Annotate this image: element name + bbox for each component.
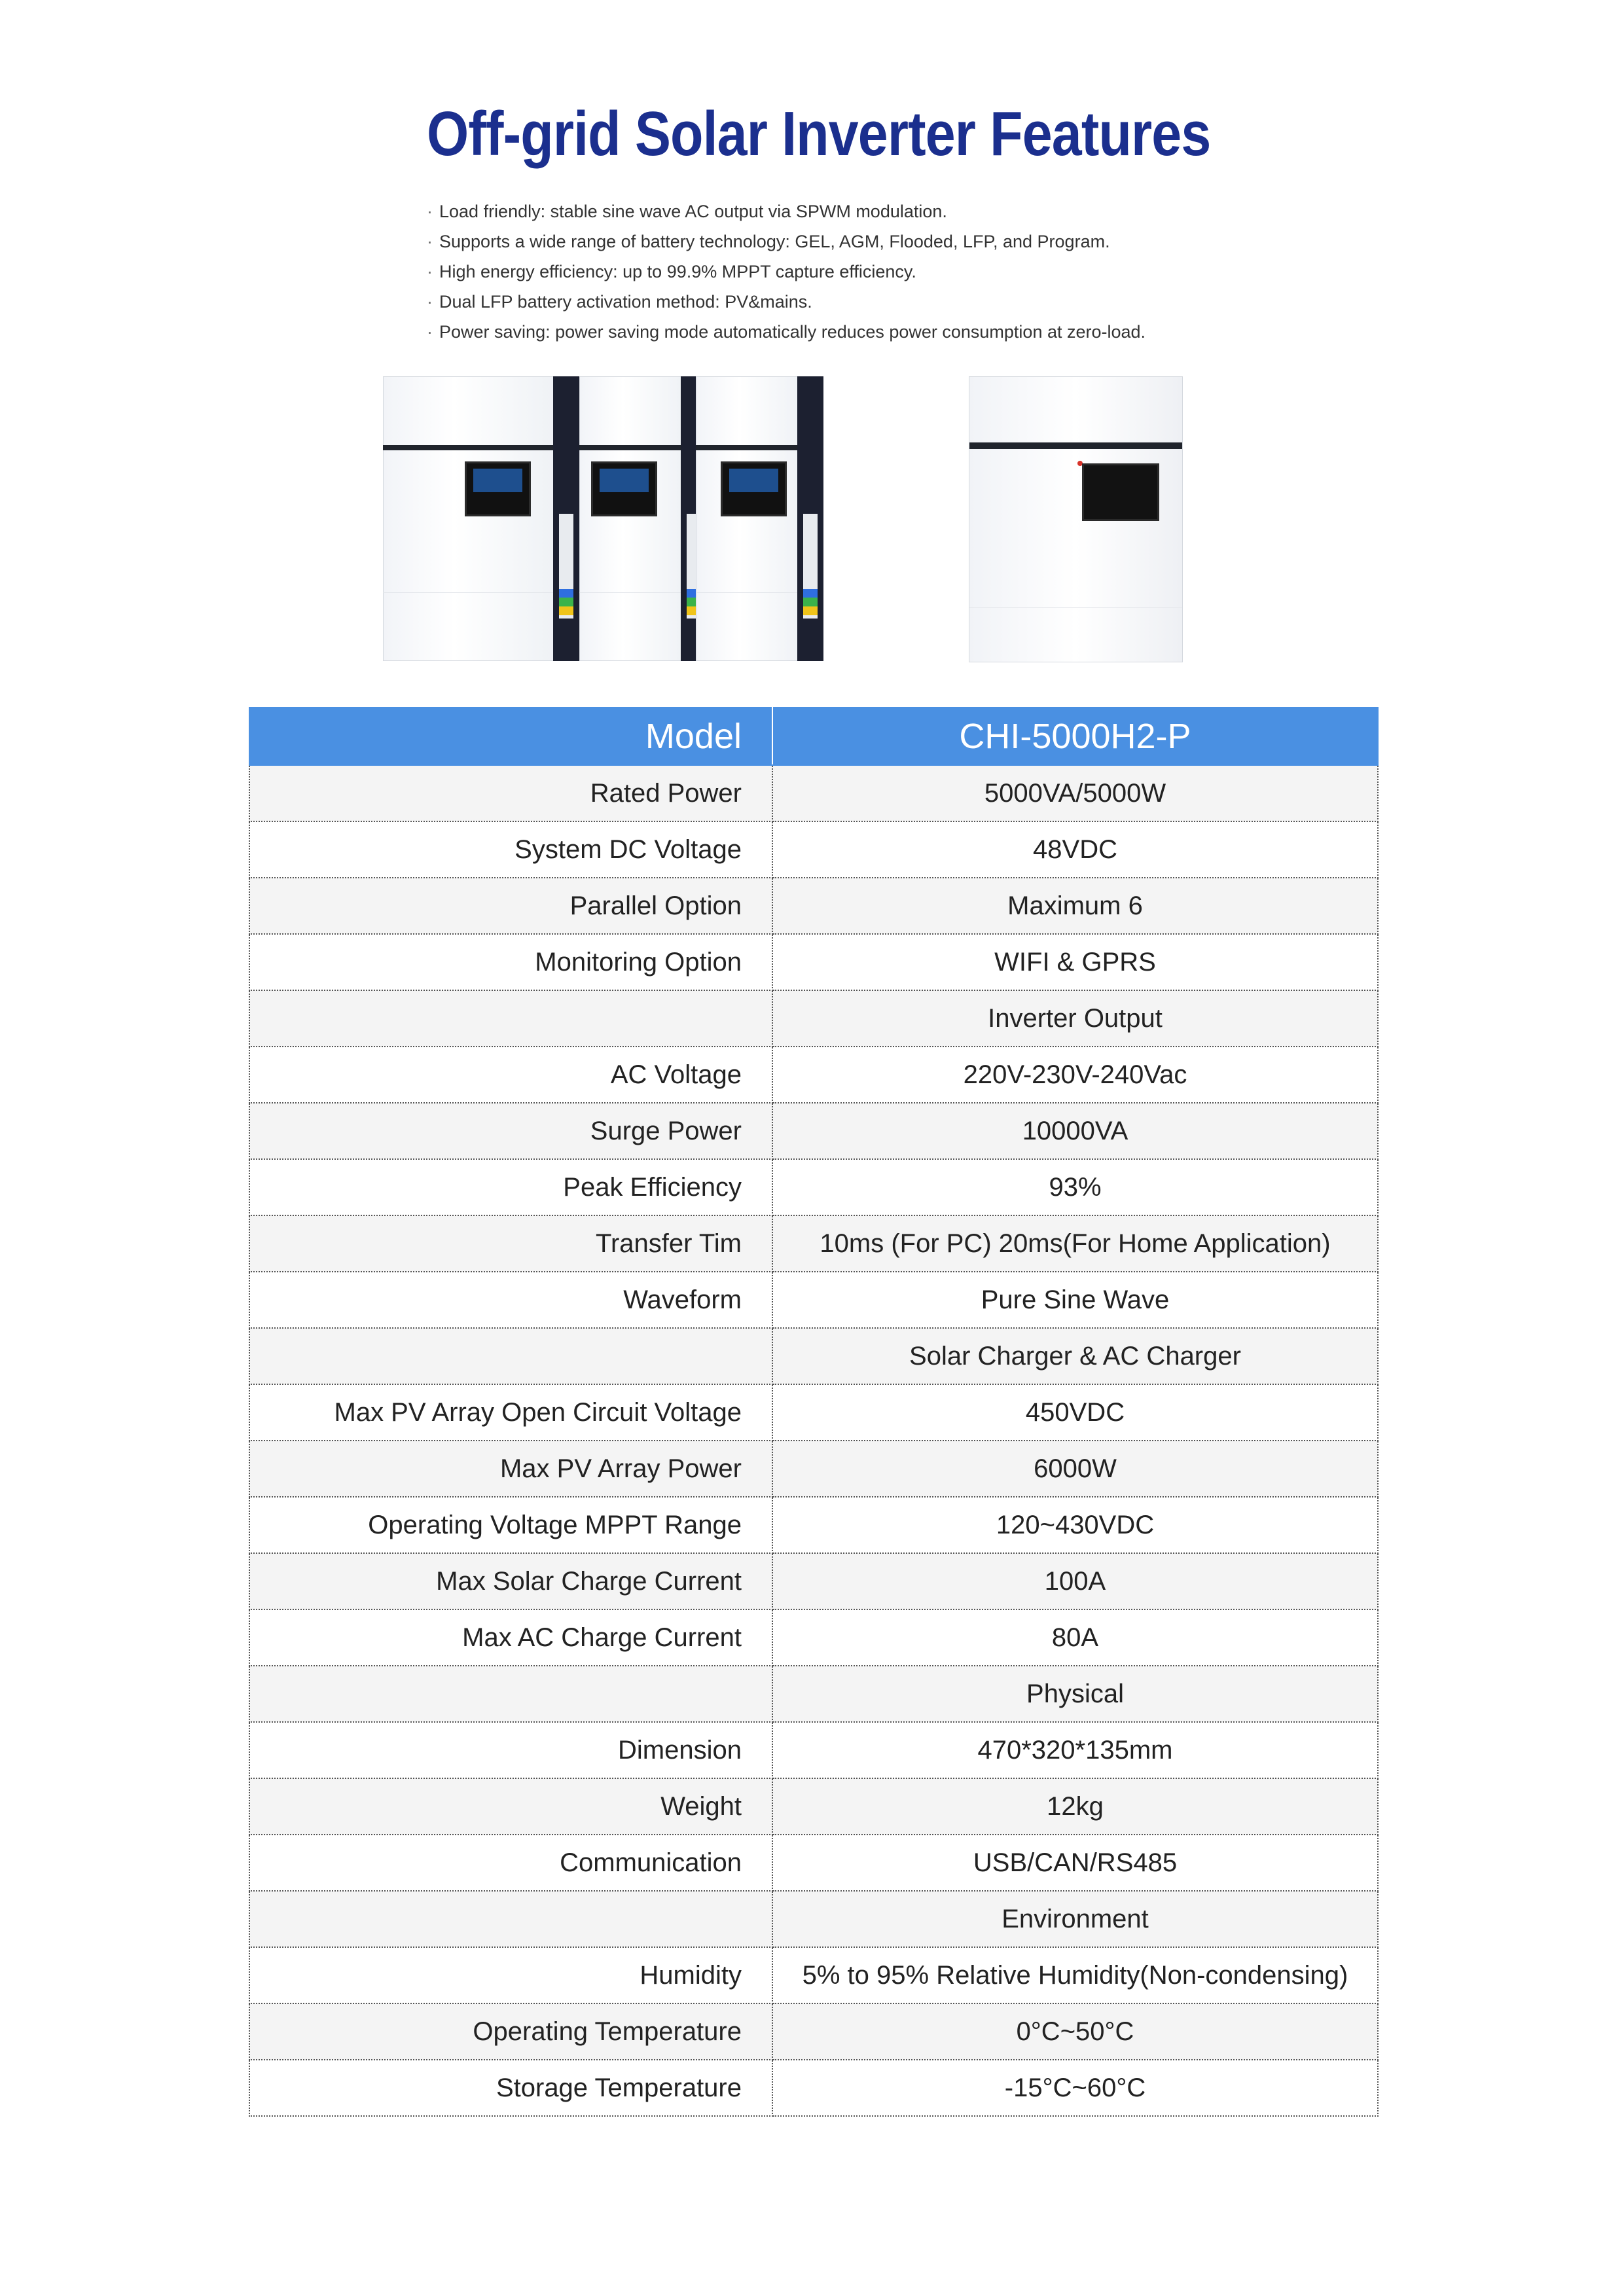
spec-value: 10000VA — [772, 1103, 1378, 1159]
spec-label — [249, 1666, 772, 1722]
table-row — [249, 1328, 1378, 1384]
feature-item — [427, 317, 1343, 347]
spec-value: 0°C~50°C — [772, 2003, 1378, 2060]
table-row — [249, 765, 1378, 821]
table-row — [249, 1159, 1378, 1215]
table-row — [249, 1497, 1378, 1553]
bullet: · — [427, 202, 433, 221]
spec-label: Max Solar Charge Current — [249, 1553, 772, 1609]
table-row — [249, 1891, 1378, 1947]
table-row — [249, 1384, 1378, 1441]
table-row — [249, 1441, 1378, 1497]
spec-value: 5% to 95% Relative Humidity(Non-condensing) — [772, 1947, 1378, 2003]
spec-value: 48VDC — [772, 821, 1378, 878]
spec-label: Weight — [249, 1778, 772, 1835]
table-row — [249, 1047, 1378, 1103]
feature-text: Dual LFP battery activation method: PV&mains. — [439, 292, 812, 312]
feature-item — [427, 226, 1343, 257]
feature-text: High energy efficiency: up to 99.9% MPPT capture efficiency. — [439, 262, 916, 281]
spec-label: Communication — [249, 1835, 772, 1891]
inverter-unit-image — [383, 376, 579, 661]
inverter-unit-image — [579, 376, 707, 661]
spec-label: AC Voltage — [249, 1047, 772, 1103]
bullet: · — [427, 232, 433, 251]
table-row — [249, 1553, 1378, 1609]
spec-value: 93% — [772, 1159, 1378, 1215]
table-row — [249, 878, 1378, 934]
spec-table-body — [249, 765, 1378, 2116]
spec-value: 100A — [772, 1553, 1378, 1609]
table-row — [249, 1103, 1378, 1159]
table-row — [249, 1778, 1378, 1835]
spec-label: Rated Power — [249, 765, 772, 821]
spec-label — [249, 990, 772, 1047]
table-row — [249, 934, 1378, 990]
spec-label — [249, 1891, 772, 1947]
spec-label: Dimension — [249, 1722, 772, 1778]
table-row — [249, 1609, 1378, 1666]
spec-label: Monitoring Option — [249, 934, 772, 990]
spec-value: 220V-230V-240Vac — [772, 1047, 1378, 1103]
feature-item — [427, 287, 1343, 317]
header-model: CHI-5000H2-P — [772, 708, 1378, 765]
spec-label: Transfer Tim — [249, 1215, 772, 1272]
spec-label: Max AC Charge Current — [249, 1609, 772, 1666]
feature-text: Load friendly: stable sine wave AC output via SPWM modulation. — [439, 202, 947, 221]
table-header-row — [249, 708, 1378, 765]
table-row — [249, 990, 1378, 1047]
feature-list — [427, 196, 1343, 347]
spec-value: USB/CAN/RS485 — [772, 1835, 1378, 1891]
spec-value: 80A — [772, 1609, 1378, 1666]
spec-label: Operating Voltage MPPT Range — [249, 1497, 772, 1553]
spec-value: 450VDC — [772, 1384, 1378, 1441]
feature-item — [427, 196, 1343, 226]
spec-label: Humidity — [249, 1947, 772, 2003]
bullet: · — [427, 292, 433, 312]
product-images — [383, 376, 1195, 671]
spec-value: 470*320*135mm — [772, 1722, 1378, 1778]
spec-label: Peak Efficiency — [249, 1159, 772, 1215]
table-row — [249, 1666, 1378, 1722]
bullet: · — [427, 322, 433, 342]
spec-label — [249, 1328, 772, 1384]
spec-table — [249, 707, 1379, 2117]
spec-label: Operating Temperature — [249, 2003, 772, 2060]
spec-value: WIFI & GPRS — [772, 934, 1378, 990]
spec-value: 10ms (For PC) 20ms(For Home Application) — [772, 1215, 1378, 1272]
spec-label: Surge Power — [249, 1103, 772, 1159]
spec-value: Maximum 6 — [772, 878, 1378, 934]
spec-value: Solar Charger & AC Charger — [772, 1328, 1378, 1384]
spec-label: System DC Voltage — [249, 821, 772, 878]
table-row — [249, 2060, 1378, 2116]
spec-label: Storage Temperature — [249, 2060, 772, 2116]
feature-text: Power saving: power saving mode automatically reduces power consumption at zero-load. — [439, 322, 1146, 342]
spec-value: 6000W — [772, 1441, 1378, 1497]
spec-value: 120~430VDC — [772, 1497, 1378, 1553]
spec-label: Waveform — [249, 1272, 772, 1328]
spec-label: Parallel Option — [249, 878, 772, 934]
table-row — [249, 2003, 1378, 2060]
spec-value: Pure Sine Wave — [772, 1272, 1378, 1328]
inverter-front-image — [969, 376, 1183, 662]
feature-text: Supports a wide range of battery technology: GEL, AGM, Flooded, LFP, and Program. — [439, 232, 1110, 251]
table-row — [249, 1722, 1378, 1778]
bullet: · — [427, 262, 433, 281]
header-label: Model — [249, 708, 772, 765]
table-row — [249, 1947, 1378, 2003]
spec-value: -15°C~60°C — [772, 2060, 1378, 2116]
spec-label: Max PV Array Power — [249, 1441, 772, 1497]
table-row — [249, 1215, 1378, 1272]
spec-value: 12kg — [772, 1778, 1378, 1835]
feature-item — [427, 257, 1343, 287]
page-title: Off-grid Solar Inverter Features — [427, 99, 1211, 169]
inverter-unit-image — [696, 376, 823, 661]
table-row — [249, 1835, 1378, 1891]
spec-value: 5000VA/5000W — [772, 765, 1378, 821]
table-row — [249, 821, 1378, 878]
spec-value: Environment — [772, 1891, 1378, 1947]
spec-value: Inverter Output — [772, 990, 1378, 1047]
table-row — [249, 1272, 1378, 1328]
spec-label: Max PV Array Open Circuit Voltage — [249, 1384, 772, 1441]
spec-value: Physical — [772, 1666, 1378, 1722]
